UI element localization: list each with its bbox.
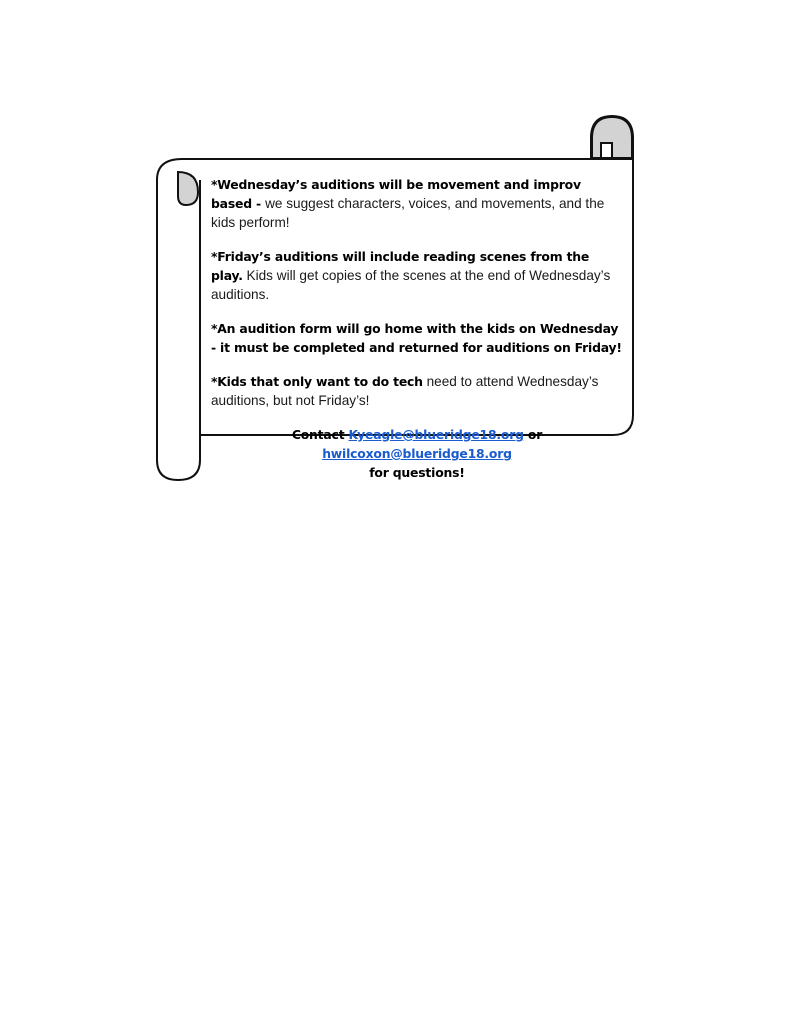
paragraph-tech (211, 372, 623, 410)
paragraph-audition-form (211, 319, 623, 357)
notice-text-block (211, 175, 623, 482)
paragraph-friday-text: Kids will get copies of the scenes at the end of Wednesday’s auditions. (211, 268, 611, 302)
email-link-hwilcoxon[interactable]: hwilcoxon@blueridge18.org (322, 446, 512, 461)
paragraph-wednesday-text: we suggest characters, voices, and movements, and the kids perform! (211, 196, 605, 230)
email-link-kyeagle[interactable]: Kyeagle@blueridge18.org (348, 427, 524, 442)
scroll-right-curl-inner (601, 143, 612, 158)
paragraph-wednesday-bold: *Wednesday’s auditions will be movement and improv based - (211, 177, 581, 211)
paragraph-friday-bold: *Friday’s auditions will include reading scenes from the play. (211, 249, 590, 283)
contact-suffix: for questions! (369, 465, 465, 480)
contact-separator: or (523, 427, 543, 442)
paragraph-tech-text: need to attend Wednesday’s auditions, but not Friday’s! (211, 374, 599, 408)
paragraph-wednesday (211, 175, 623, 232)
paragraph-audition-form-bold: *An audition form will go home with the kids on Wednesday - it must be completed and returned for auditions on Friday! (211, 321, 622, 355)
contact-prefix: Contact (291, 427, 349, 442)
paragraph-tech-bold: *Kids that only want to do tech (211, 374, 423, 389)
contact-line (211, 425, 623, 482)
paragraph-friday (211, 247, 623, 304)
